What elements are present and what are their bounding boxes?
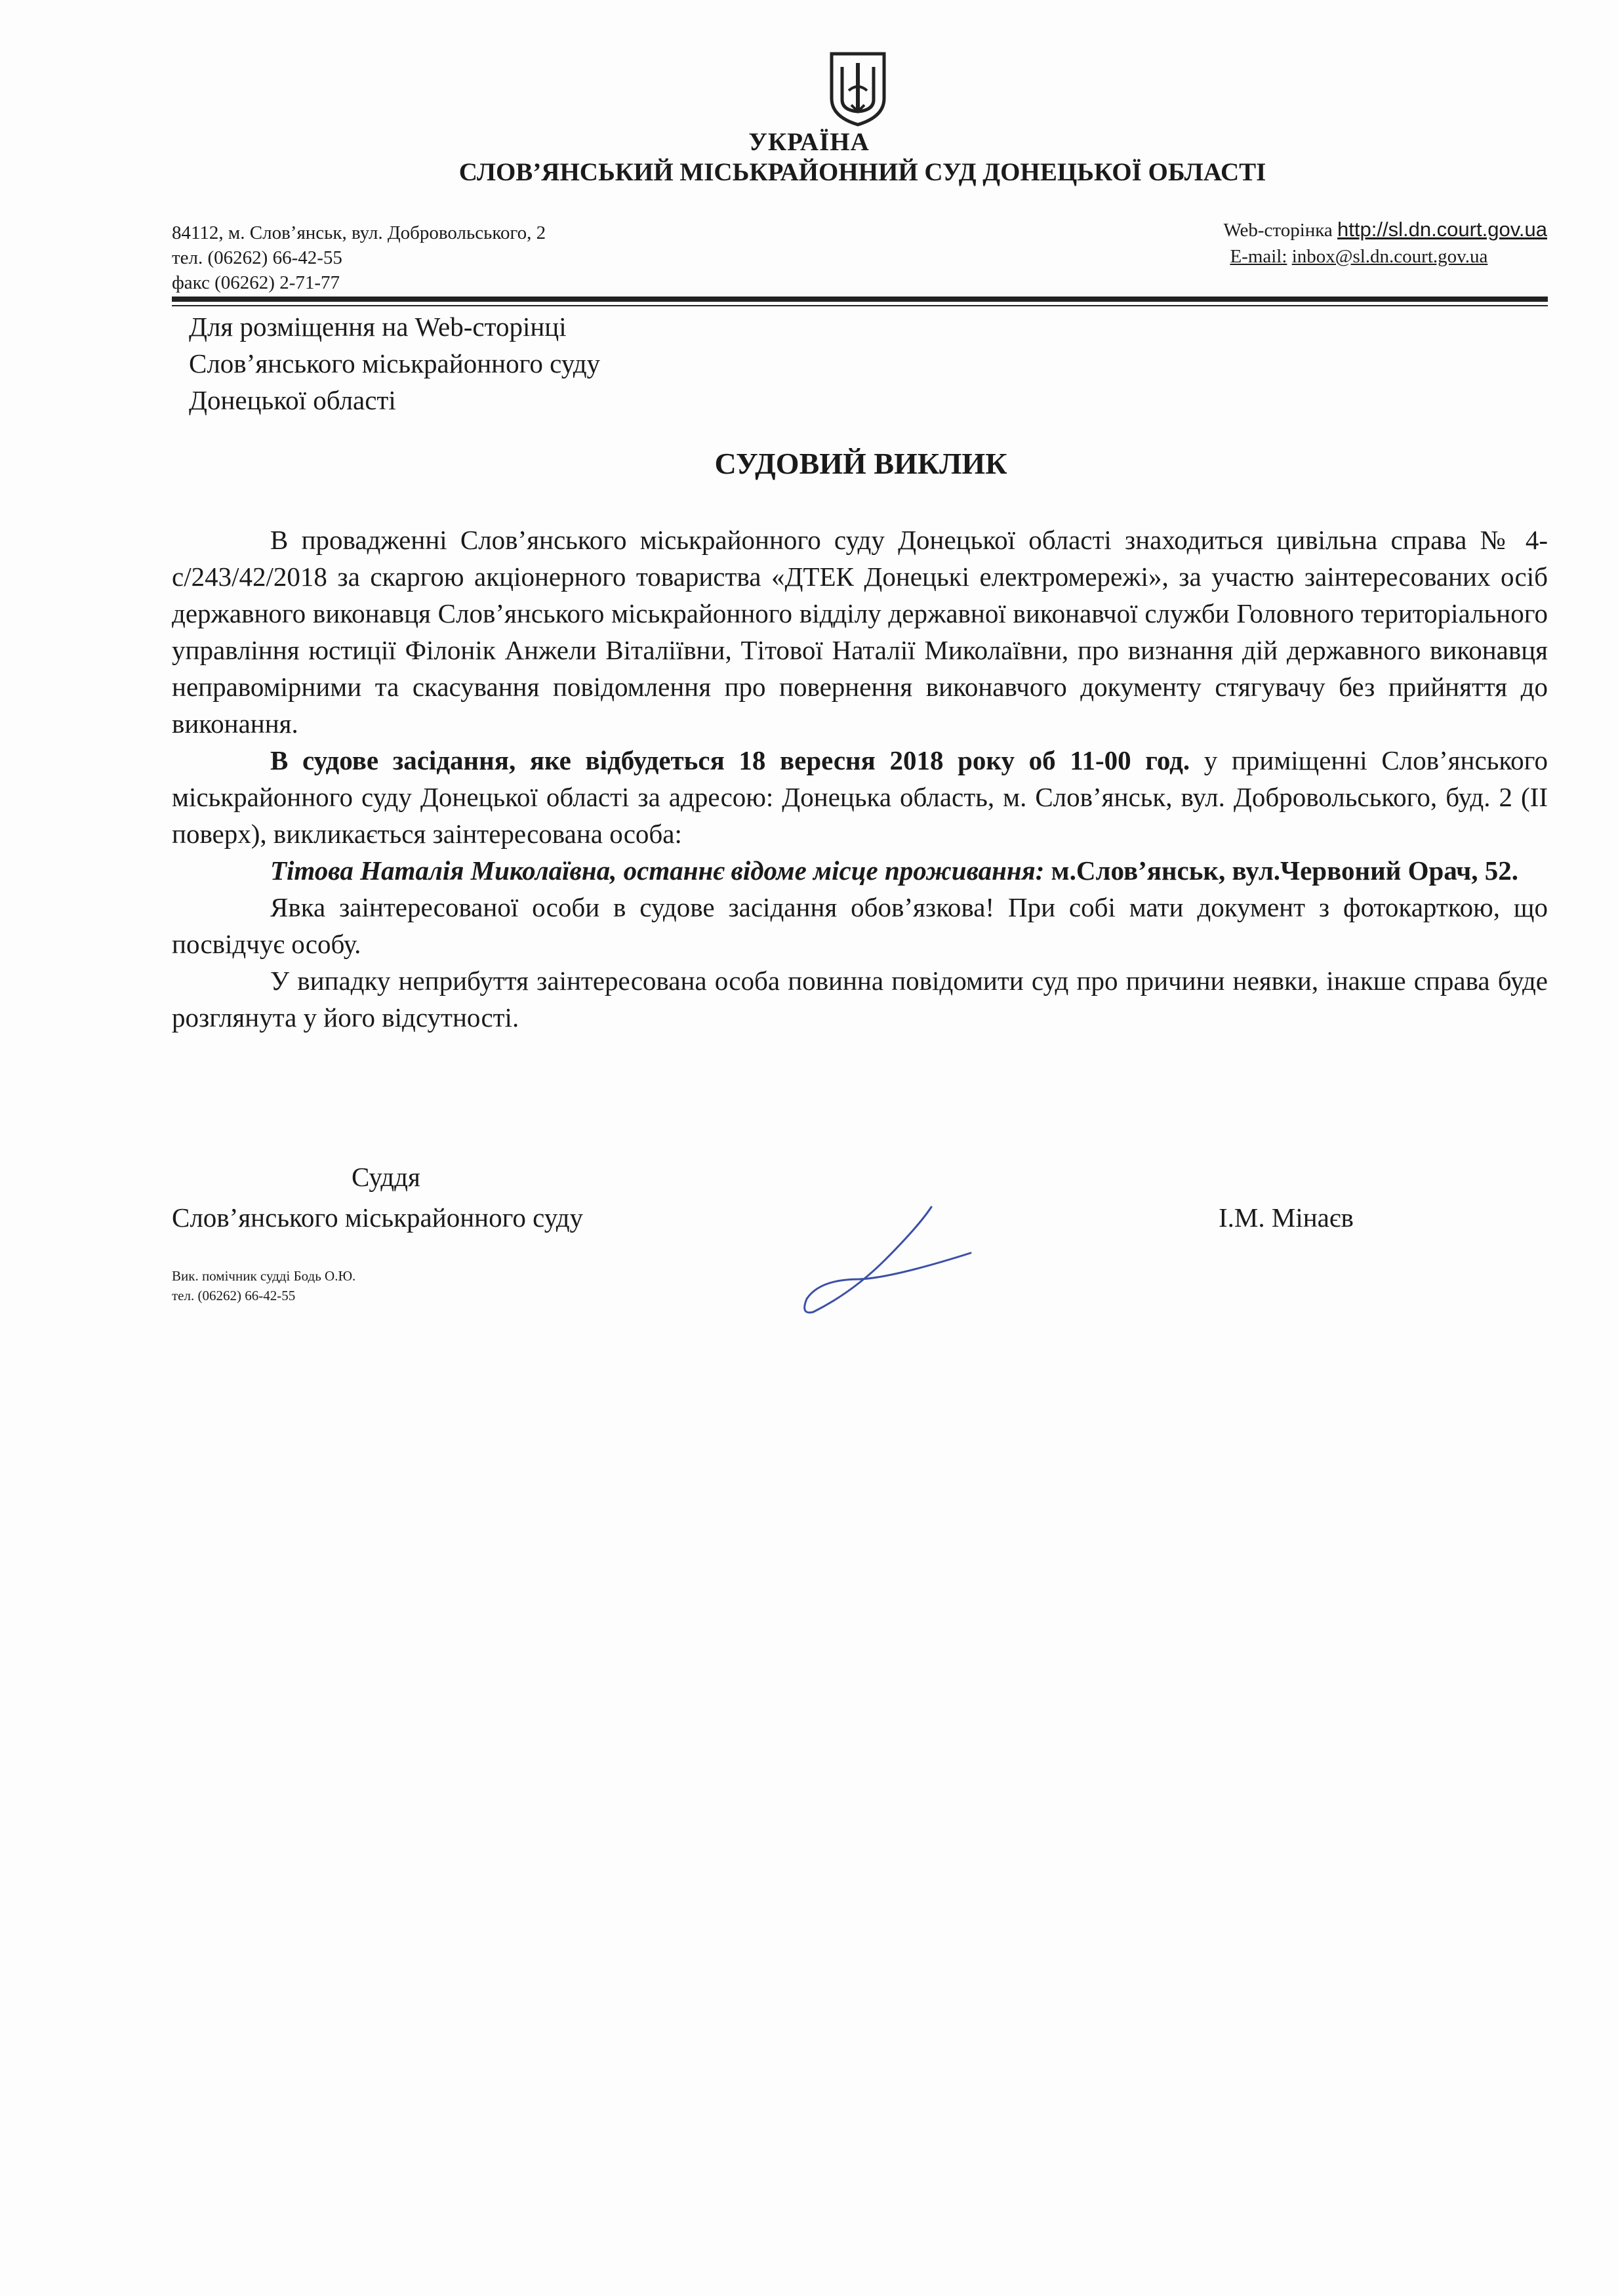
phone-line: тел. (06262) 66-42-55 bbox=[172, 247, 342, 268]
judge-name: І.М. Мінаєв bbox=[1219, 1202, 1354, 1233]
header-divider-thin bbox=[172, 305, 1548, 306]
paragraph-attendance: Явка заінтересованої особи в судове засідання обов’язкова! При собі мати документ з фотокарткою, що посвідчує особу. bbox=[172, 892, 1548, 959]
email-line bbox=[1223, 243, 1547, 270]
trident-emblem-icon bbox=[828, 51, 888, 127]
paragraph-person bbox=[172, 852, 1548, 889]
judge-title: Суддя bbox=[352, 1162, 420, 1192]
document-title: СУДОВИЙ ВИКЛИК bbox=[714, 447, 1007, 480]
assistant-line: Вик. помічник судді Бодь О.Ю. bbox=[172, 1268, 356, 1284]
header-divider-thick bbox=[172, 297, 1548, 302]
address-line: 84112, м. Слов’янськ, вул. Добровольського, 2 bbox=[172, 222, 546, 243]
paragraph-hearing bbox=[172, 742, 1548, 852]
recipient-line: Для розміщення на Web-сторінці bbox=[189, 312, 567, 342]
hearing-location-text: у приміщенні Слов’янського міськрайонного суду Донецької області за адресою: Донецька область, м. Слов’янськ, вул. Добровольського, буд. 2 (ІІ поверх), викликається заінтересована особа: bbox=[172, 745, 1548, 849]
recipient-line: Донецької області bbox=[189, 385, 396, 415]
contacts-left bbox=[172, 220, 546, 295]
court-name-heading: СЛОВ’ЯНСЬКИЙ МІСЬКРАЙОННИЙ СУД ДОНЕЦЬКОЇ ОБЛАСТІ bbox=[458, 158, 1266, 186]
hearing-date-text: В судове засідання, яке відбудеться 18 вересня 2018 року об 11-00 год. bbox=[270, 745, 1190, 775]
judge-court: Слов’янського міськрайонного суду bbox=[172, 1202, 584, 1233]
fax-line: факс (06262) 2-71-77 bbox=[172, 272, 340, 293]
assistant-phone: тел. (06262) 66-42-55 bbox=[172, 1288, 296, 1303]
paragraph-case: В провадженні Слов’янського міськрайонного суду Донецької області знаходиться цивільна справа № 4-с/243/42/2018 за скаргою акціонерного товариства «ДТЕК Донецькі електромережі», за участю заінтересованих осіб державного виконавця Слов’янського міськрайонного відділу державної виконавчої служби Головного територіального управління юстиції Філонік Анжели Віталіївни, Тітової Наталії Миколаївни, про визнання дій державного виконавця неправомірними та скасування повідомлення про повернення виконавчого документу стягувачу без прийняття до виконання. bbox=[172, 525, 1548, 739]
contacts-right bbox=[1223, 216, 1547, 270]
assistant-note bbox=[172, 1266, 355, 1305]
web-url-link[interactable]: http://sl.dn.court.gov.ua bbox=[1337, 218, 1547, 241]
document-body bbox=[172, 522, 1548, 1036]
signature-icon bbox=[787, 1200, 984, 1319]
recipient-line: Слов’янського міськрайонного суду bbox=[189, 348, 601, 379]
email-label: E-mail: bbox=[1230, 246, 1287, 267]
web-line bbox=[1223, 216, 1547, 243]
recipient-block bbox=[189, 308, 600, 419]
email-link[interactable]: inbox@sl.dn.court.gov.ua bbox=[1291, 246, 1488, 267]
web-label: Web-сторінка bbox=[1223, 220, 1333, 241]
paragraph-absence: У випадку неприбуття заінтересована особа повинна повідомити суд про причини неявки, інакше справа буде розглянута у його відсутності. bbox=[172, 966, 1548, 1033]
summoned-person-text: Тітова Наталія Миколаївна, останнє відоме місце проживання: bbox=[270, 855, 1051, 886]
country-heading: УКРАЇНА bbox=[748, 128, 870, 156]
summoned-person-address: м.Слов’янськ, вул.Червоний Орач, 52. bbox=[1051, 855, 1519, 886]
